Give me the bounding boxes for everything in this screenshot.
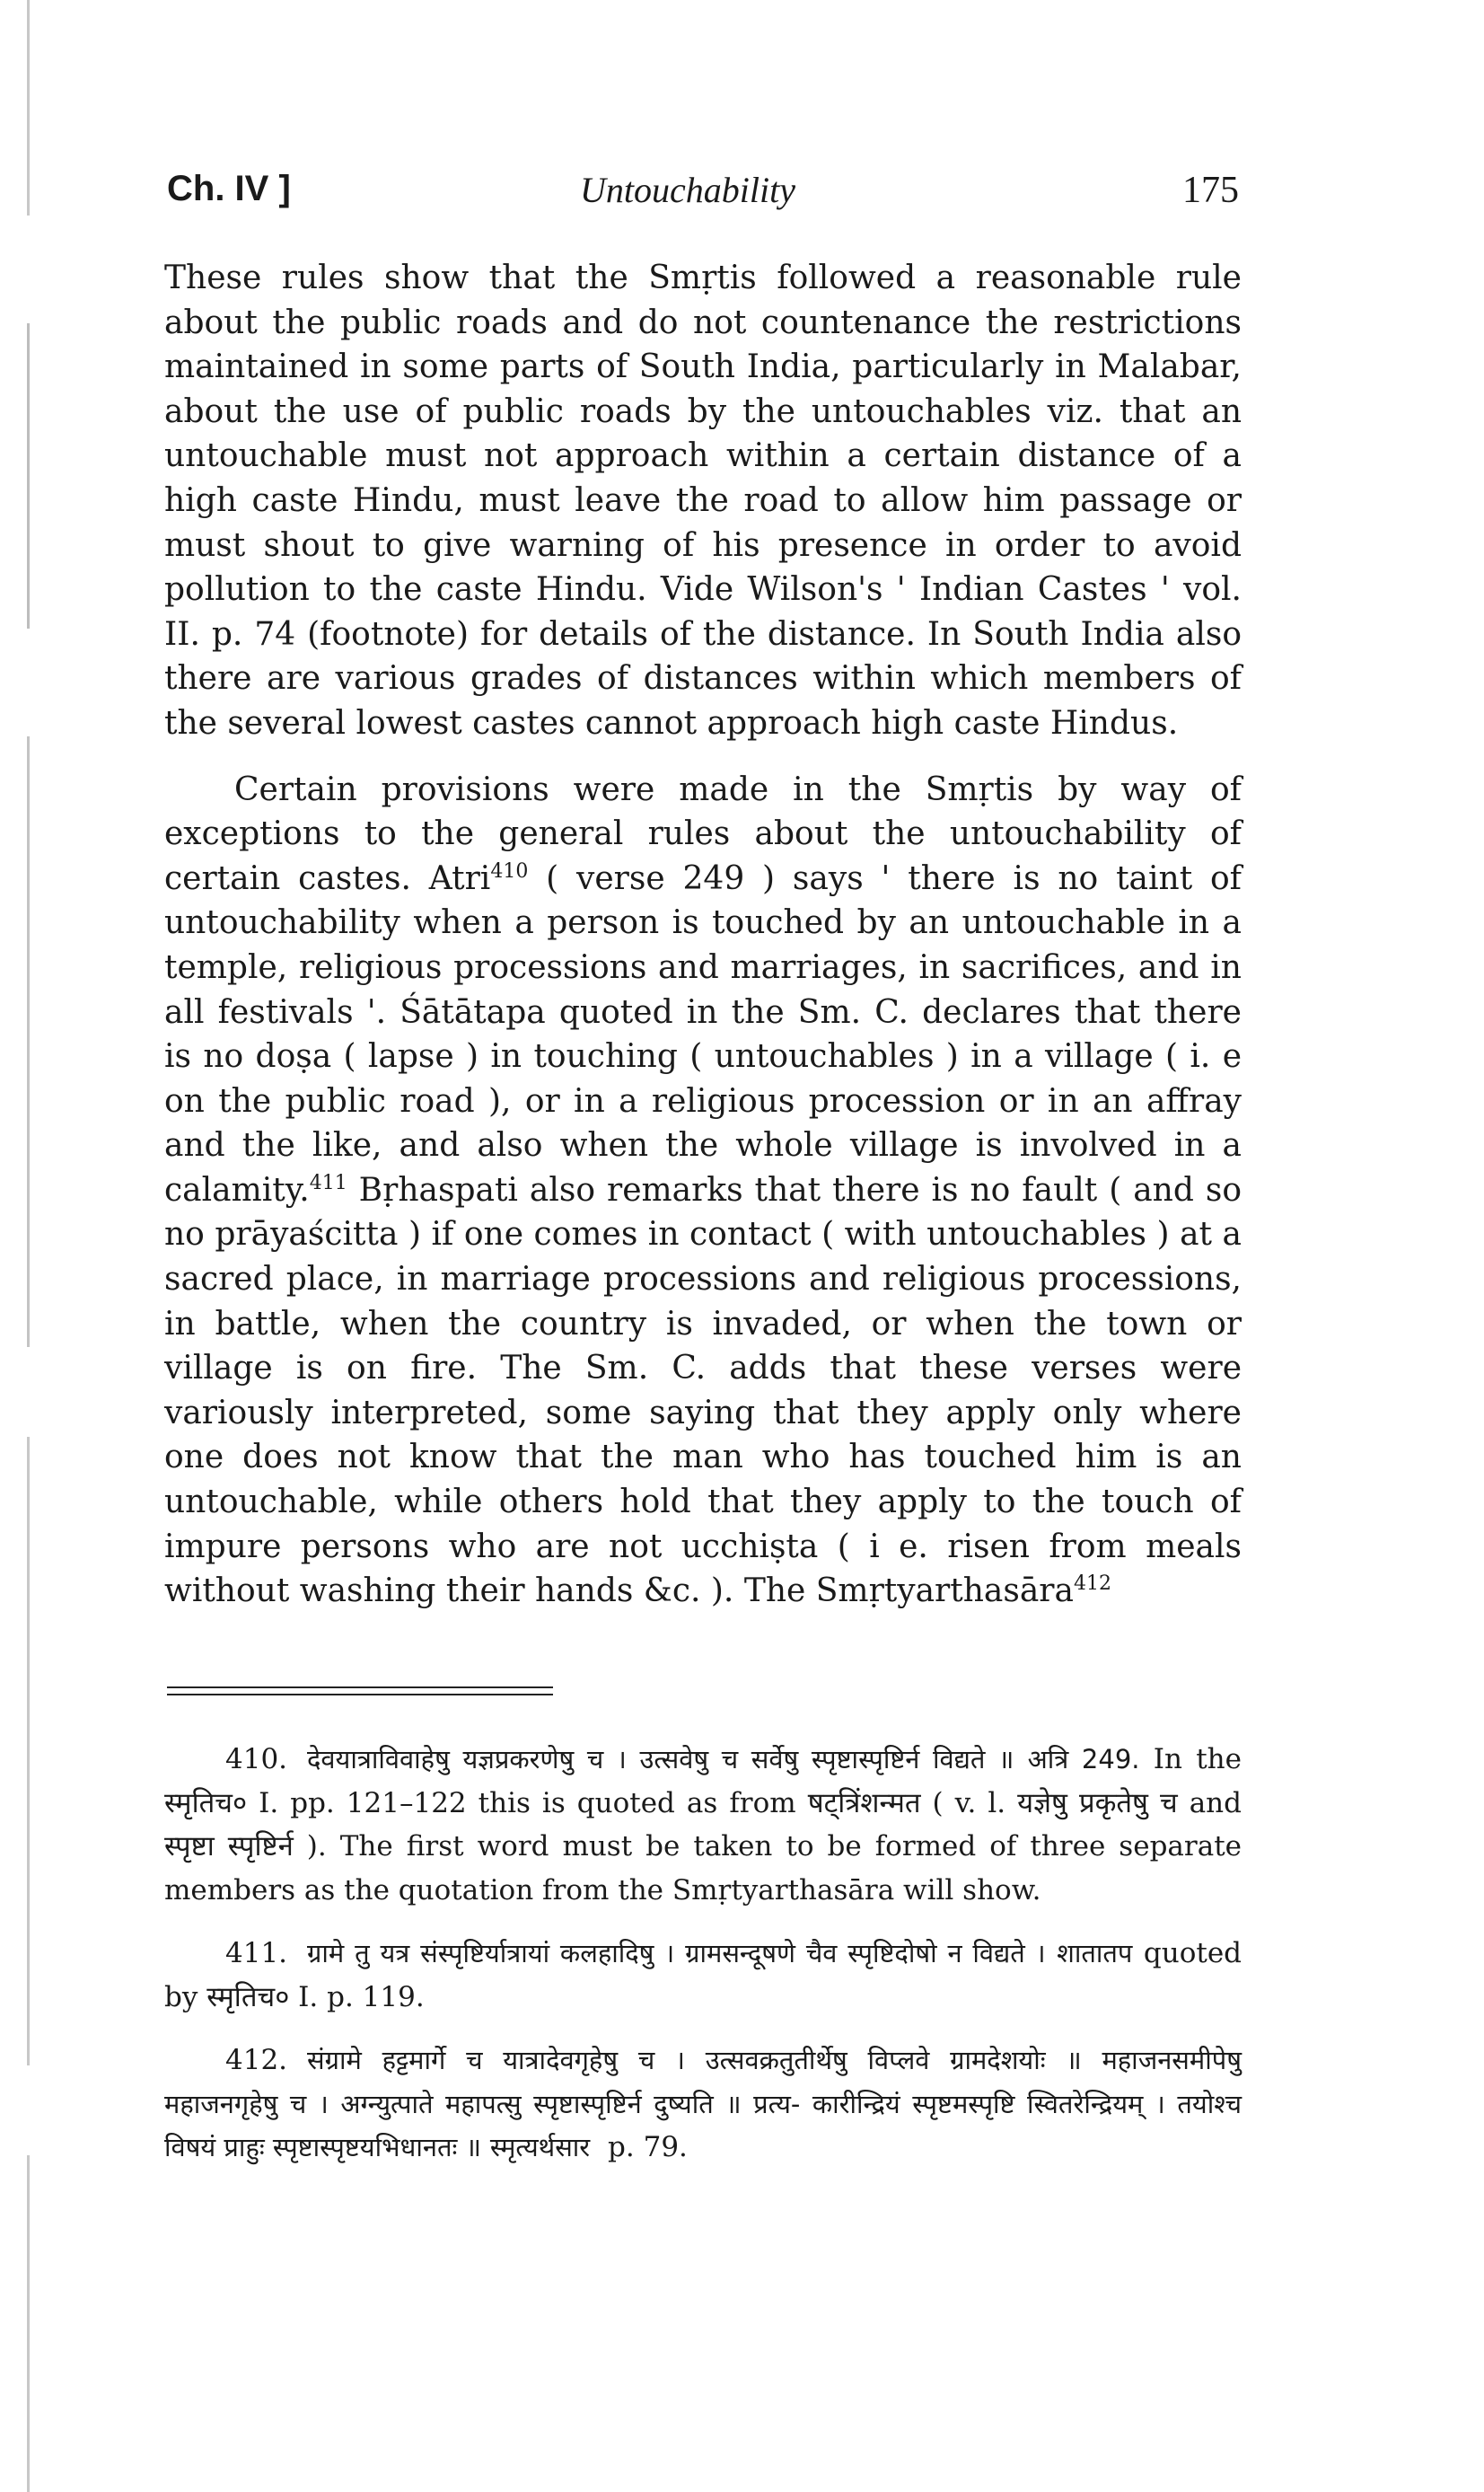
- paragraph-1: These rules show that the Smṛtis followed a reasonable rule about the public roads and do not countenance the restrictions maintained in some parts of South India, particularly in Malabar, about the use of public roads by the untouchables viz. that an untouchable must not approach within a certain distance of a high caste Hindu, must leave the road to allow him passage or must shout to give warning of his presence in order to avoid pollution to the caste Hindu. Vide Wilson's ' Indian Castes ' vol. II. p. 74 (footnote) for details of the distance. In South India also there are various grades of distances within which members of the several lowest castes cannot approach high caste Hindus.: [164, 260, 1242, 742]
- footnote-text: In the स्मृतिच० I. pp. 121–122 this is quoted as from षट्त्रिंशन्मत ( v. l. यज्ञेषु प्रकृतेषु च and स्पृष्टा स्पृष्टिर्न ). The first word must be taken to be formed of three separate members as the quotation from the Smṛtyarthasāra will show.: [164, 1743, 1242, 1906]
- footnote-source: स्मृत्यर्थसार: [489, 2132, 591, 2162]
- footnote-text: quoted by स्मृतिच० I. p. 119.: [164, 1937, 1243, 2013]
- footnote-source: शातातप: [1057, 1938, 1133, 1968]
- paragraph-2-part-2: ( verse 249 ) says ' there is no taint of untouchability when a person is touched by an untouchable in a temple, religious processions and marriages, in sacrifices, and in all festivals '. Śātātapa quoted in the Sm. C. declares that there is no doṣa ( lapse ) in touching ( untouchables ) in a village ( i. e on the public road ), or in a religious procession or in an affray and the like, and also when the whole village is involved in a calamity.: [164, 859, 1242, 1209]
- footnote-number: 410.: [225, 1743, 288, 1775]
- footnote-rule-double: [167, 1694, 553, 1695]
- paragraph-2-part-3: Bṛhaspati also remarks that there is no fault ( and so no prāyaścitta ) if one comes in contact ( with untouchables ) at a sacred place, in marriage processions and religious processions, in battle, when the country is invaded, or when the town or village is on fire. The Sm. C. adds that these verses were variously interpreted, some saying that they apply only where one does not know that the man who has touched him is an untouchable, while others hold that they apply to the touch of impure persons who are not ucchiṣta ( i e. risen from meals without washing their hands &c. ). The Smṛtyarthasāra: [164, 1171, 1242, 1610]
- footnote-rule: [167, 1686, 553, 1688]
- footnote-ref-411: 411: [309, 1171, 347, 1194]
- footnote-sanskrit-verse: ग्रामे तु यत्र संस्पृष्टिर्यात्रायां कलहादिषु । ग्रामसन्दूषणे चैव स्पृष्टिदोषो न विद्यते ।: [307, 1938, 1046, 1968]
- footnote-number: 411.: [225, 1937, 288, 1969]
- footnote-number: 412.: [225, 2044, 288, 2076]
- footnote-sanskrit-verse: संग्रामे हट्टमार्गे च यात्रादेवगृहेषु च । उत्सवक्रतुतीर्थेषु विप्लवे ग्रामदेशयोः ॥ महाजनसमीपेषु महाजनगृहेषु च । अग्न्युत्पाते महापत्सु स्पृष्टास्पृष्टिर्न दुष्यति ॥ प्रत्य- कारीन्द्रियं स्पृष्टमस्पृष्टि स्वितरेन्द्रियम् । तयोश्च विषयं प्राहुः स्पृष्टास्पृष्टयभिधानतः ॥: [164, 2045, 1242, 2162]
- footnote-ref-410: 410: [490, 859, 529, 883]
- footnote-410: [164, 1738, 1242, 1912]
- footnotes: [164, 1738, 1242, 2170]
- footnote-text: p. 79.: [608, 2131, 688, 2163]
- footnote-source: अत्रि 249.: [1027, 1744, 1140, 1774]
- chapter-label: Ch. IV ]: [167, 169, 291, 208]
- body-text: [164, 256, 1242, 1614]
- scan-margin-line: [27, 0, 30, 2492]
- paragraph-2: [164, 768, 1242, 1614]
- page-number: 175: [1182, 170, 1239, 211]
- footnote-ref-412: 412: [1073, 1572, 1111, 1596]
- running-head: [167, 169, 1239, 223]
- paragraph-2-part-1: Certain provisions were made in the Smṛtis by way of exceptions to the general rules about the untouchability of certain castes. Atri: [164, 770, 1242, 897]
- running-title: Untouchability: [580, 170, 795, 210]
- footnote-411: [164, 1932, 1242, 2019]
- footnote-412: [164, 2039, 1242, 2170]
- footnote-sanskrit-verse: देवयात्राविवाहेषु यज्ञप्रकरणेषु च । उत्सवेषु च सर्वेषु स्पृष्टास्पृष्टिर्न विद्यते ॥: [307, 1744, 1014, 1774]
